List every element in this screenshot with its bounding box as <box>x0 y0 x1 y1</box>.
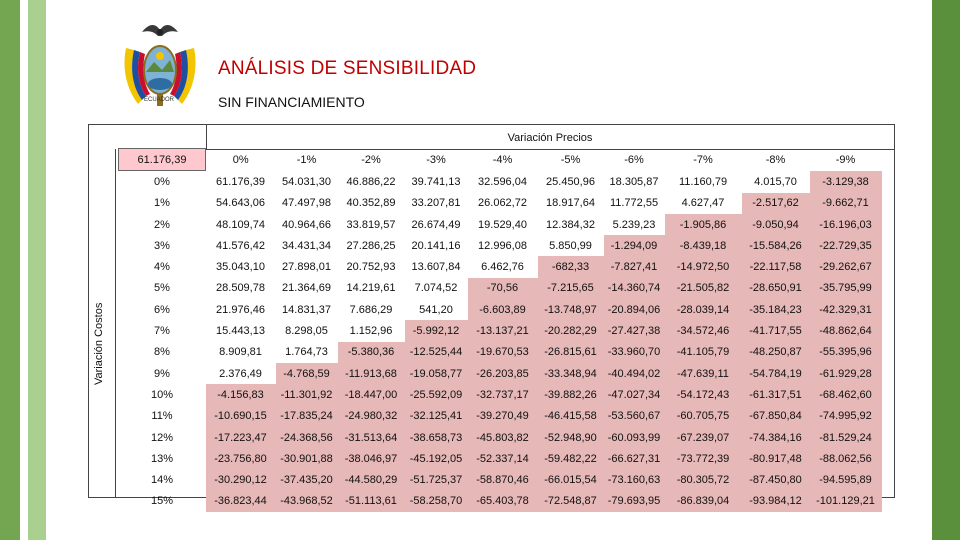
column-header: -1% <box>296 153 317 166</box>
table-row <box>119 427 882 448</box>
table-cell: 48.109,74 <box>216 218 265 231</box>
table-cell: -51.113,61 <box>338 491 405 512</box>
table-cell: -3.129,38 <box>810 171 882 193</box>
table-cell: -4.156,83 <box>206 384 276 405</box>
table-cell: 47.497,98 <box>282 197 331 210</box>
table-cell: -29.262,67 <box>810 256 882 277</box>
table-cell: 46.886,22 <box>346 175 396 188</box>
table-cell: -26.815,61 <box>538 342 604 363</box>
table-cell: -7.215,65 <box>538 278 604 299</box>
table-cell: -23.756,80 <box>206 448 276 469</box>
table-cell: 5.850,99 <box>549 239 592 252</box>
table-cell: 8.909,81 <box>219 346 262 359</box>
table-cell: 1.152,96 <box>349 325 393 338</box>
table-row <box>119 193 882 214</box>
table-cell: 8.298,05 <box>285 325 328 338</box>
row-header: 9% <box>154 367 170 380</box>
table-cell: -2.517,62 <box>742 193 810 214</box>
column-header: -3% <box>426 153 446 166</box>
table-row <box>119 448 882 469</box>
table-cell: 54.643,06 <box>216 197 265 210</box>
table-cell: -38.658,73 <box>405 427 468 448</box>
table-row <box>119 469 882 490</box>
table-cell: 54.031,30 <box>282 175 331 188</box>
row-header: 8% <box>154 346 170 359</box>
table-cell: -38.046,97 <box>338 448 405 469</box>
table-cell: 15.443,13 <box>216 325 265 338</box>
table-cell: -67.850,84 <box>742 406 810 427</box>
row-header: 11% <box>151 410 173 423</box>
table-cell: 27.286,25 <box>346 239 396 252</box>
table-cell: -40.494,02 <box>604 363 665 384</box>
table-cell: -13.137,21 <box>468 320 538 341</box>
table-cell: -26.203,85 <box>468 363 538 384</box>
table-cell: 2.376,49 <box>219 367 262 380</box>
table-cell: -31.513,64 <box>338 427 405 448</box>
table-cell: -37.435,20 <box>276 469 338 490</box>
decorative-bar-left-light <box>28 0 46 540</box>
table-cell: -27.427,38 <box>604 320 665 341</box>
table-cell: -22.117,58 <box>742 256 810 277</box>
table-cell: -47.639,11 <box>665 363 742 384</box>
row-header: 14% <box>150 474 174 487</box>
table-cell: -28.039,14 <box>665 299 742 320</box>
table-cell: -88.062,56 <box>810 448 882 469</box>
table-cell: -1.905,86 <box>665 214 742 235</box>
table-cell: 26.674,49 <box>411 218 461 231</box>
table-cell: -11.301,92 <box>276 384 338 405</box>
table-cell: -74.995,92 <box>810 406 882 427</box>
decorative-bar-right <box>932 0 960 540</box>
table-cell: 33.207,81 <box>411 197 461 210</box>
row-header: 15% <box>150 495 174 508</box>
table-cell: -66.015,54 <box>538 469 604 490</box>
table-cell: -52.948,90 <box>538 427 604 448</box>
table-cell: -80.917,48 <box>742 448 810 469</box>
page-title: ANÁLISIS DE SENSIBILIDAD <box>218 58 477 79</box>
row-header: 3% <box>154 239 170 252</box>
emblem-caption: ECUADOR <box>143 97 174 103</box>
table-cell: -34.572,46 <box>665 320 742 341</box>
table-cell: -66.627,31 <box>604 448 665 469</box>
table-cell: 11.160,79 <box>678 175 728 188</box>
table-cell: -81.529,24 <box>810 427 882 448</box>
table-cell: -39.882,26 <box>538 384 604 405</box>
table-cell: -36.823,44 <box>206 491 276 512</box>
table-cell: 12.996,08 <box>478 239 527 252</box>
table-cell: 7.074,52 <box>414 282 458 295</box>
table-row <box>119 491 882 512</box>
table-cell: 20.141,16 <box>411 239 461 252</box>
table-cell: -14.360,74 <box>604 278 665 299</box>
table-cell: -61.317,51 <box>742 384 810 405</box>
table-cell: -35.184,23 <box>742 299 810 320</box>
table-cell: 19.529,40 <box>478 218 527 231</box>
table-row <box>119 299 882 320</box>
table-cell: 541,20 <box>419 303 453 316</box>
table-cell: -35.795,99 <box>810 278 882 299</box>
table-cell: -79.693,95 <box>604 491 665 512</box>
row-header: 2% <box>154 218 170 231</box>
table-cell: -73.772,39 <box>665 448 742 469</box>
table-cell: -80.305,72 <box>665 469 742 490</box>
table-cell: -42.329,31 <box>810 299 882 320</box>
table-cell: -54.172,43 <box>665 384 742 405</box>
table-cell: -13.748,97 <box>538 299 604 320</box>
table-cell: -20.282,29 <box>538 320 604 341</box>
table-cell: -46.415,58 <box>538 406 604 427</box>
table-row <box>119 171 882 193</box>
column-header: -4% <box>492 153 513 166</box>
table-cell: -32.737,17 <box>468 384 538 405</box>
table-cell: -47.027,34 <box>604 384 665 405</box>
table-cell: 33.819,57 <box>346 218 396 231</box>
table-cell: 14.219,61 <box>346 282 396 295</box>
table-cell: -8.439,18 <box>665 235 742 256</box>
table-cell: -43.968,52 <box>276 491 338 512</box>
table-cell: 40.964,66 <box>282 218 331 231</box>
column-header: -8% <box>765 153 786 166</box>
table-cell: 32.596,04 <box>478 175 527 188</box>
table-cell: -86.839,04 <box>665 491 742 512</box>
table-cell: -53.560,67 <box>604 406 665 427</box>
table-cell: -682,33 <box>538 256 604 277</box>
row-header: 0% <box>154 175 170 188</box>
table-cell: -45.803,82 <box>468 427 538 448</box>
table-cell: -7.827,41 <box>604 256 665 277</box>
table-cell: 13.607,84 <box>411 261 461 274</box>
table-row <box>119 235 882 256</box>
table-cell: -14.972,50 <box>665 256 742 277</box>
row-header: 5% <box>154 282 170 295</box>
table-cell: -1.294,09 <box>604 235 665 256</box>
column-header: 0% <box>232 153 249 166</box>
table-cell: -30.290,12 <box>206 469 276 490</box>
row-header: 12% <box>150 431 174 444</box>
table-cell: -73.160,63 <box>604 469 665 490</box>
table-cell: -19.670,53 <box>468 342 538 363</box>
table-cell: 14.831,37 <box>282 303 331 316</box>
table-cell: -51.725,37 <box>405 469 468 490</box>
table-row <box>119 214 882 235</box>
table-body <box>119 171 882 512</box>
table-cell: 34.431,34 <box>282 239 331 252</box>
table-cell: -41.105,79 <box>665 342 742 363</box>
table-cell: -6.603,89 <box>468 299 538 320</box>
table-cell: -24.980,32 <box>338 406 405 427</box>
table-cell: -58.258,70 <box>405 491 468 512</box>
table-cell: -48.250,87 <box>742 342 810 363</box>
row-header: 10% <box>150 388 174 401</box>
table-cell: -4.768,59 <box>276 363 338 384</box>
table-cell: 41.576,42 <box>216 239 265 252</box>
table-cell: 26.062,72 <box>478 197 527 210</box>
table-cell: -60.093,99 <box>604 427 665 448</box>
table-cell: -32.125,41 <box>405 406 468 427</box>
table-cell: 39.741,13 <box>411 175 461 188</box>
column-header: -6% <box>624 153 644 166</box>
table-cell: -16.196,03 <box>810 214 882 235</box>
table-cell: -67.239,07 <box>665 427 742 448</box>
table-row <box>119 363 882 384</box>
table-cell: -30.901,88 <box>276 448 338 469</box>
page-subtitle: SIN FINANCIAMIENTO <box>218 94 365 110</box>
table-cell: 18.917,64 <box>546 197 595 210</box>
table-cell: -48.862,64 <box>810 320 882 341</box>
table-cell: -87.450,80 <box>742 469 810 490</box>
sensitivity-table <box>118 148 882 512</box>
table-cell: -24.368,56 <box>276 427 338 448</box>
decorative-gap-left <box>20 0 28 540</box>
table-cell: 18.305,87 <box>609 175 659 188</box>
table-cell: -39.270,49 <box>468 406 538 427</box>
table-cell: -58.870,46 <box>468 469 538 490</box>
table-cell: -10.690,15 <box>206 406 276 427</box>
table-cell: 11.772,55 <box>609 197 659 210</box>
table-cell: -9.050,94 <box>742 214 810 235</box>
row-header: 1% <box>154 197 170 210</box>
table-cell: 7.686,29 <box>349 303 393 316</box>
table-row <box>119 320 882 341</box>
table-cell: -28.650,91 <box>742 278 810 299</box>
table-cell: 21.364,69 <box>282 282 331 295</box>
row-header: 4% <box>154 261 170 274</box>
row-header: 13% <box>150 452 174 465</box>
table-cell: 1.764,73 <box>285 346 328 359</box>
table-cell: -33.348,94 <box>538 363 604 384</box>
table-cell: -74.384,16 <box>742 427 810 448</box>
table-cell: 4.627,47 <box>681 197 725 210</box>
table-cell: -12.525,44 <box>405 342 468 363</box>
table-cell: -55.395,96 <box>810 342 882 363</box>
table-cell: -5.992,12 <box>405 320 468 341</box>
column-header: -7% <box>693 153 713 166</box>
table-cell: -72.548,87 <box>538 491 604 512</box>
row-header: 7% <box>154 325 170 338</box>
table-cell: 28.509,78 <box>216 282 265 295</box>
column-header: -5% <box>560 153 581 166</box>
table-cell: -33.960,70 <box>604 342 665 363</box>
table-cell: -101.129,21 <box>810 491 882 512</box>
row-group-label: Variación Costos <box>93 302 105 385</box>
table-cell: -11.913,68 <box>338 363 405 384</box>
table-cell: -68.462,60 <box>810 384 882 405</box>
table-cell: -17.223,47 <box>206 427 276 448</box>
table-cell: 20.752,93 <box>346 261 396 274</box>
table-cell: -21.505,82 <box>665 278 742 299</box>
table-row <box>119 256 882 277</box>
row-header: 6% <box>154 303 170 316</box>
table-cell: -60.705,75 <box>665 406 742 427</box>
table-cell: -17.835,24 <box>276 406 338 427</box>
table-cell: -93.984,12 <box>742 491 810 512</box>
table-cell: -70,56 <box>468 278 538 299</box>
table-cell: -65.403,78 <box>468 491 538 512</box>
table-cell: 6.462,76 <box>481 261 524 274</box>
table-cell: 25.450,96 <box>546 175 595 188</box>
base-value-cell: 61.176,39 <box>119 149 206 171</box>
column-header: -9% <box>835 153 856 166</box>
table-cell: -9.662,71 <box>810 193 882 214</box>
decorative-bar-left <box>0 0 20 540</box>
column-group-header: Variación Precios <box>206 125 894 150</box>
table-cell: 4.015,70 <box>754 175 797 188</box>
column-header-row <box>119 149 882 171</box>
table-cell: 5.239,23 <box>612 218 656 231</box>
table-row <box>119 342 882 363</box>
column-header: -2% <box>361 153 381 166</box>
table-cell: -44.580,29 <box>338 469 405 490</box>
table-cell: -5.380,36 <box>338 342 405 363</box>
table-cell: 27.898,01 <box>282 261 331 274</box>
table-cell: -15.584,26 <box>742 235 810 256</box>
table-cell: -20.894,06 <box>604 299 665 320</box>
table-cell: -94.595,89 <box>810 469 882 490</box>
table-cell: -45.192,05 <box>405 448 468 469</box>
table-cell: -25.592,09 <box>405 384 468 405</box>
table-cell: -59.482,22 <box>538 448 604 469</box>
table-row <box>119 384 882 405</box>
table-row <box>119 278 882 299</box>
row-label-divider <box>115 149 116 497</box>
table-cell: -22.729,35 <box>810 235 882 256</box>
table-cell: 61.176,39 <box>216 175 265 188</box>
table-cell: 12.384,32 <box>546 218 595 231</box>
table-cell: -54.784,19 <box>742 363 810 384</box>
table-cell: 21.976,46 <box>216 303 265 316</box>
table-row <box>119 406 882 427</box>
table-cell: -18.447,00 <box>338 384 405 405</box>
table-cell: 35.043,10 <box>216 261 265 274</box>
table-cell: -41.717,55 <box>742 320 810 341</box>
table-cell: -19.058,77 <box>405 363 468 384</box>
table-cell: -61.929,28 <box>810 363 882 384</box>
table-cell: -52.337,14 <box>468 448 538 469</box>
table-cell: 40.352,89 <box>346 197 396 210</box>
